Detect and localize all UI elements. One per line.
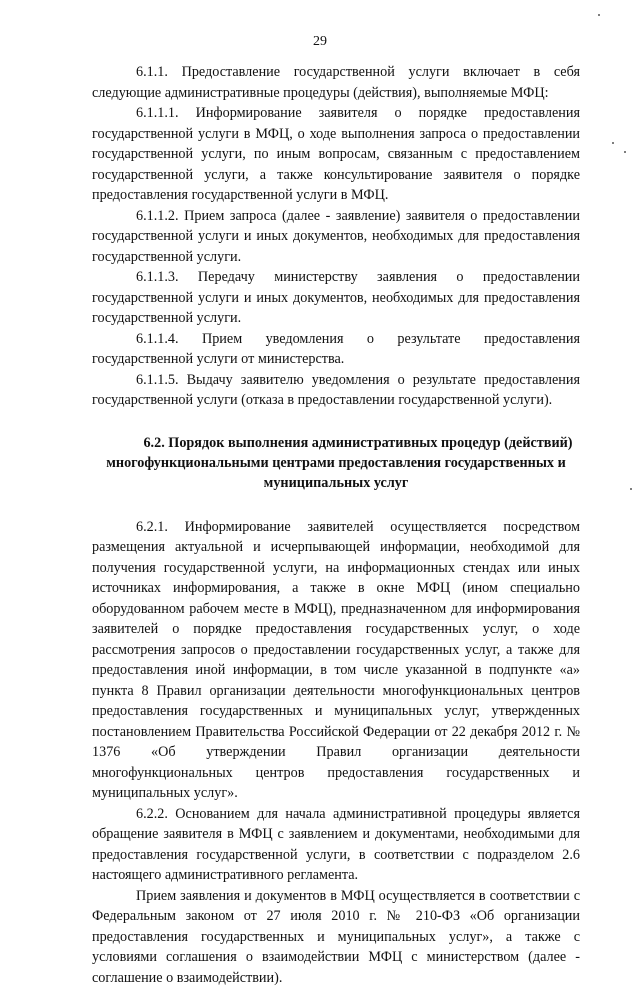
section-heading-6-2: 6.2. Порядок выполнения административных процедур (действий) многофункциональными центрами предоставления государственных и муниципальных услуг (92, 433, 580, 493)
clause-6-1-1-4: 6.1.1.4. Прием уведомления о результате предоставления государственной услуги от министерства. (92, 329, 580, 370)
document-body (92, 62, 580, 988)
page-number: 29 (0, 32, 640, 53)
clause-6-1-1-5: 6.1.1.5. Выдачу заявителю уведомления о результате предоставления государственной услуги (отказа в предоставлении государственной услуги). (92, 370, 580, 411)
scan-speck (624, 151, 626, 153)
paragraph-6-2-1: 6.2.1. Информирование заявителей осуществляется посредством размещения актуальной и исчерпывающей информации, необходимой для получения государственной услуги, на информационных стендах или иных источниках информирования, а также в окне МФЦ (ином специально оборудованном рабочем месте в МФЦ), предназначенном для информирования заявителей о порядке предоставления государственных услуг, о ходе рассмотрения запросов о предоставлении государственных услуг, а также для предоставления иной информации, в том числе указанной в подпункте «а» пункта 8 Правил организации деятельности многофункциональных центров предоставления государственных и муниципальных услуг, утвержденных постановлением Правительства Российской Федерации от 22 декабря 2012 г. № 1376 «Об утверждении Правил организации деятельности многофункциональных центров предоставления государственных и муниципальных услуг». (92, 517, 580, 804)
paragraph-6-2-2: 6.2.2. Основанием для начала административной процедуры является обращение заявителя в МФЦ с заявлением и документами, необходимыми для предоставления государственной услуги, в соответствии с подразделом 2.6 настоящего административного регламента. (92, 804, 580, 886)
paragraph-reception: Прием заявления и документов в МФЦ осуществляется в соответствии с Федеральным законом от 27 июля 2010 г. № 210-ФЗ «Об организации предоставления государственных и муниципальных услуг», а также с условиями соглашения о взаимодействии МФЦ с министерством (далее - соглашение о взаимодействии). (92, 886, 580, 988)
scan-speck (630, 488, 632, 490)
clause-6-1-1-3: 6.1.1.3. Передачу министерству заявления о предоставлении государственной услуги и иных документов, необходимых для предоставления государственной услуги. (92, 267, 580, 329)
scan-speck (612, 142, 614, 144)
clause-6-1-1-2: 6.1.1.2. Прием запроса (далее - заявление) заявителя о предоставлении государственной услуги и иных документов, необходимых для предоставления государственной услуги. (92, 206, 580, 268)
clause-6-1-1-1: 6.1.1.1. Информирование заявителя о порядке предоставления государственной услуги в МФЦ, о ходе выполнения запроса о предоставлении государственной услуги, по иным вопросам, связанным с предоставлением государственной услуги, а также консультирование заявителя о порядке предоставления государственной услуги в МФЦ. (92, 103, 580, 206)
scan-speck (598, 14, 600, 16)
clause-6-1-1: 6.1.1. Предоставление государственной услуги включает в себя следующие административные процедуры (действия), выполняемые МФЦ: (92, 62, 580, 103)
